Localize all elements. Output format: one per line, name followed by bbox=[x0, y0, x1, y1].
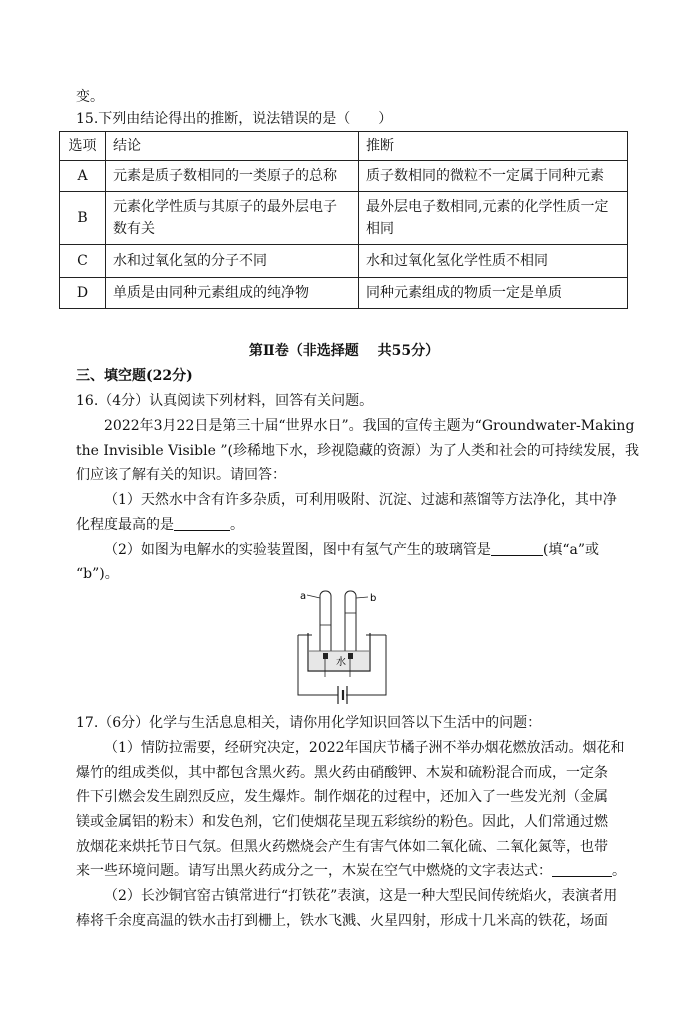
answer-blank[interactable] bbox=[491, 541, 543, 556]
electrolysis-apparatus-figure bbox=[290, 585, 396, 705]
q17-text-line: 爆竹的组成类似，其中都包含黑火药。黑火药由硝酸钾、木炭和硫粉混合而成，一定条 bbox=[76, 765, 608, 781]
table-row bbox=[60, 161, 628, 192]
option-letter: D bbox=[60, 278, 106, 309]
q17-text-line: （2）长沙铜官窑古镇常进行“打铁花”表演，这是一种大型民间传统焰火，表演者用 bbox=[104, 888, 618, 904]
q15-table bbox=[59, 131, 628, 309]
inference-cell: 水和过氧化氢化学性质不相同 bbox=[359, 245, 628, 278]
conclusion-cell: 水和过氧化氢的分子不同 bbox=[106, 245, 359, 278]
header-option: 选项 bbox=[60, 132, 106, 161]
header-inference: 推断 bbox=[359, 132, 628, 161]
answer-blank[interactable] bbox=[552, 862, 612, 877]
label-a-leader bbox=[307, 595, 320, 598]
label-a: a bbox=[300, 591, 307, 602]
q17-text-line: 放烟花来烘托节日气氛。但黑火药燃烧会产生有害气体如二氧化硫、二氧化氮等，也带 bbox=[76, 839, 608, 855]
section3-title: 三、填空题(22分) bbox=[76, 368, 193, 384]
answer-blank[interactable] bbox=[174, 516, 230, 531]
q17-text-line: 镁或金属铝的粉末）和发色剂，它们使烟花呈现五彩缤纷的粉色。因此，人们常通过燃 bbox=[76, 814, 608, 830]
conclusion-cell: 元素是质子数相同的一类原子的总称 bbox=[106, 161, 359, 192]
previous-question-tail: 变。 bbox=[76, 89, 104, 105]
table-row bbox=[60, 278, 628, 309]
table-header-row bbox=[60, 132, 628, 161]
q16-sub2-end: “b”)。 bbox=[76, 566, 119, 582]
option-letter: C bbox=[60, 245, 106, 278]
electrode-b bbox=[348, 653, 353, 659]
electrode-a bbox=[323, 653, 328, 659]
conclusion-cell: 元素化学性质与其原子的最外层电子 数有关 bbox=[106, 192, 359, 245]
water-label: 水 bbox=[336, 657, 346, 668]
q16-stem: 16.（4分）认真阅读下列材料，回答有关问题。 bbox=[76, 393, 374, 409]
q16-sub1-end: 化程度最高的是 。 bbox=[76, 517, 244, 533]
label-b: b bbox=[370, 593, 377, 604]
q16-paragraph: 2022年3月22日是第三十届“世界水日”。我国的宣传主题为“Groundwater-Making bbox=[104, 418, 635, 434]
q17-text-line: 件下引燃会发生剧烈反应，发生爆炸。制作烟花的过程中，还加入了一些发光剂（金属 bbox=[76, 789, 608, 805]
q16-paragraph: the Invisible Visible ”(珍稀地下水，珍视隐藏的资源）为了人类和社会的可持续发展，我 bbox=[76, 443, 639, 459]
inference-cell: 同种元素组成的物质一定是单质 bbox=[359, 278, 628, 309]
inference-cell: 最外层电子数相同,元素的化学性质一定 相同 bbox=[359, 192, 628, 245]
part2-title: 第Ⅱ卷（非选择题 共55分） bbox=[248, 343, 440, 359]
q15-stem: 15.下列由结论得出的推断，说法错误的是（ ） bbox=[76, 111, 393, 127]
header-conclusion: 结论 bbox=[106, 132, 359, 161]
table-row bbox=[60, 245, 628, 278]
q17-text-line: 棒将千余度高温的铁水击打到栅上，铁水飞溅、火星四射，形成十几米高的铁花，场面 bbox=[76, 913, 608, 929]
q17-text-line-last: 来一些环境问题。请写出黑火药成分之一，木炭在空气中燃烧的文字表达式： 。 bbox=[76, 863, 626, 879]
tube-b bbox=[345, 591, 356, 659]
inference-cell: 质子数相同的微粒不一定属于同种元素 bbox=[359, 161, 628, 192]
option-letter: A bbox=[60, 161, 106, 192]
conclusion-cell: 单质是由同种元素组成的纯净物 bbox=[106, 278, 359, 309]
option-letter: B bbox=[60, 192, 106, 245]
label-b-leader bbox=[356, 597, 368, 598]
q17-text-line: （1）情防拉需要，经研究决定，2022年国庆节橘子洲不举办烟花燃放活动。烟花和 bbox=[104, 740, 625, 756]
q17-stem: 17.（6分）化学与生活息息相关，请你用化学知识回答以下生活中的问题： bbox=[76, 715, 542, 731]
table-row bbox=[60, 192, 628, 245]
q16-sub2: （2）如图为电解水的实验装置图，图中有氢气产生的玻璃管是 (填“a”或 bbox=[104, 542, 600, 558]
q16-paragraph: 们应该了解有关的知识。请回答： bbox=[76, 467, 286, 483]
q16-sub1: （1）天然水中含有许多杂质，可利用吸附、沉淀、过滤和蒸馏等方法净化，其中净 bbox=[104, 492, 617, 508]
